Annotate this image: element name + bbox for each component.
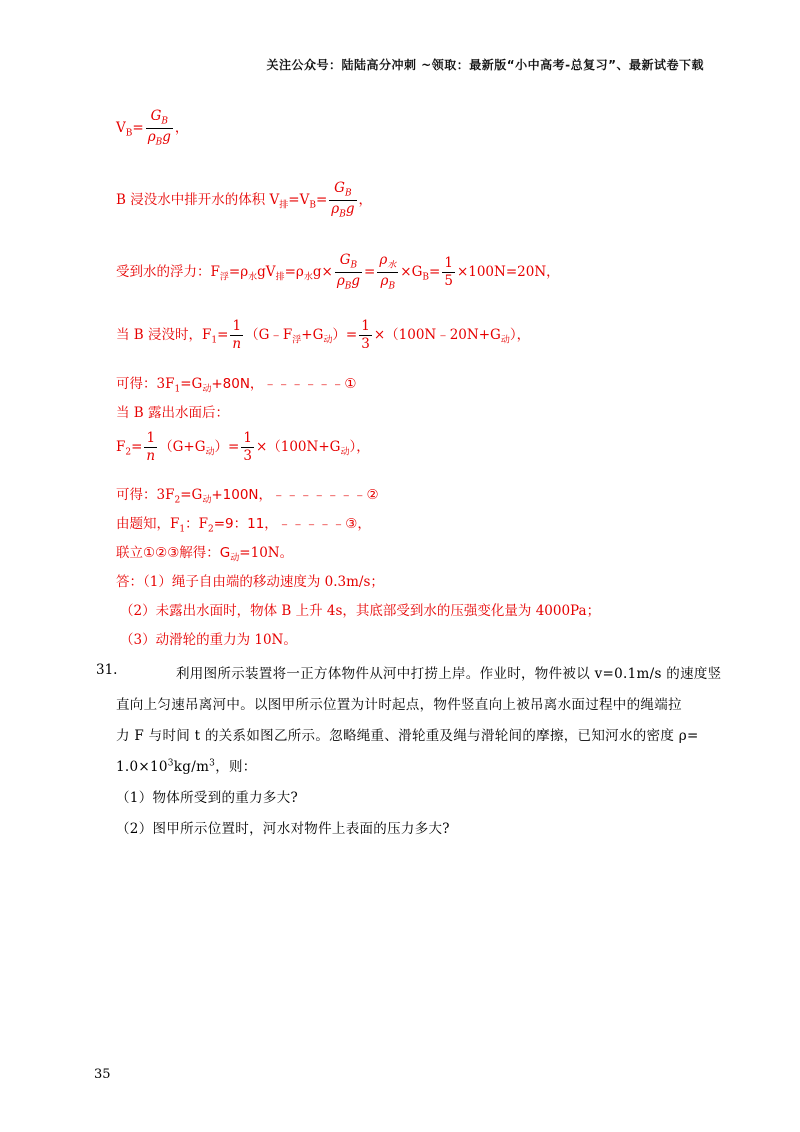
- question-number: 31.: [96, 662, 118, 678]
- fraction-one-fifth: $\frac{1}{5}$: [444, 255, 453, 289]
- solution-line-buoyancy: 受到水的浮力：$F_浮=\rho_水gV_排=\rho_水g\times$ $\frac{G_B}{\rho_Bg}$ = $\frac{\rho_水}{\rho_B}$ $\times G_B=$ $\frac{1}{5}$ ×100N=20N，: [116, 252, 560, 292]
- solution-line-equation-1: 可得：$3F_1=G_动+80N$，﹣﹣﹣﹣﹣﹣①: [116, 376, 357, 395]
- fraction-one-over-n: $\frac{1}{n}$: [232, 318, 242, 352]
- answer-line-3: （3）动滑轮的重力为 10N。: [120, 632, 297, 648]
- fraction-one-third: $\frac{1}{3}$: [361, 318, 370, 352]
- solution-line-result: 联立①②③解得：$G_动=10N$。: [116, 545, 294, 564]
- solution-line-equation-2: 可得：$3F_2=G_动+100N$，﹣﹣﹣﹣﹣﹣﹣②: [116, 487, 379, 506]
- answer-line-2: （2）未露出水面时，物体 B 上升 4s，其底部受到水的压强变化量为 4000Pa；: [120, 603, 601, 619]
- question-line-1: 利用图所示装置将一正方体物件从河中打捞上岸。作业时，物件被以 v=0.1m/s 的速度竖: [176, 666, 722, 682]
- question-sub-2: （2）图甲所示位置时，河水对物件上表面的压力多大?: [116, 821, 450, 837]
- page-number: 35: [94, 1067, 111, 1082]
- solution-line-vb: $V_B=$ $\frac{G_B}{\rho_Bg}$ ，: [116, 108, 189, 148]
- solution-line-b-submerged: 当 B 浸没时，$F_1=$ $\frac{1}{n}$ $(G﹣F_浮+G_动)=$ $\frac{1}{3}$ $\times(100N﹣20N+G_动)$，: [116, 318, 531, 352]
- answer-line-1: 答：（1）绳子自由端的移动速度为 0.3m/s；: [116, 574, 384, 590]
- fraction-gb-over-rhob-g: $\frac{G_B}{\rho_Bg}$: [336, 252, 361, 292]
- page-header: 关注公众号：陆陆高分冲刺 ~领取：最新版“小中高考-总复习”、最新试卷下载: [266, 58, 704, 72]
- question-line-3: 力 F 与时间 t 的关系如图乙所示。忽略绳重、滑轮重及绳与滑轮间的摩擦，已知河水的密度 ρ=: [116, 728, 699, 744]
- solution-line-f2: $F_2=$ $\frac{1}{n}$ $(G+G_动)=$ $\frac{1}{3}$ $\times(100N+G_动)$，: [116, 430, 370, 464]
- question-sub-1: （1）物体所受到的重力多大?: [116, 790, 299, 806]
- fraction-gb-over-rhob-g: $\frac{G_B}{\rho_Bg}$: [331, 180, 355, 220]
- fraction-gb-over-rhob-g: $\frac{G_B}{\rho_Bg}$: [147, 108, 171, 148]
- solution-line-displaced-volume: B 浸没水中排开水的体积 $V_排=V_B=$ $\frac{G_B}{\rho_Bg}$ ，: [116, 180, 372, 220]
- question-line-4: $1.0\times 10^3kg/m^3$，则：: [116, 758, 257, 775]
- question-line-2: 直向上匀速吊离河中。以图甲所示位置为计时起点，物件竖直向上被吊离水面过程中的绳端拉: [116, 697, 682, 713]
- solution-line-ratio: 由题知，$F_1$：$F_2=9$：11，﹣﹣﹣﹣﹣③，: [116, 516, 371, 535]
- fraction-one-third: $\frac{1}{3}$: [243, 430, 252, 464]
- fraction-one-over-n: $\frac{1}{n}$: [146, 430, 156, 464]
- fraction-rho-water-over-rhob: $\frac{\rho_水}{\rho_B}$: [379, 252, 397, 292]
- solution-line-b-exposed: 当 B 露出水面后：: [116, 405, 230, 421]
